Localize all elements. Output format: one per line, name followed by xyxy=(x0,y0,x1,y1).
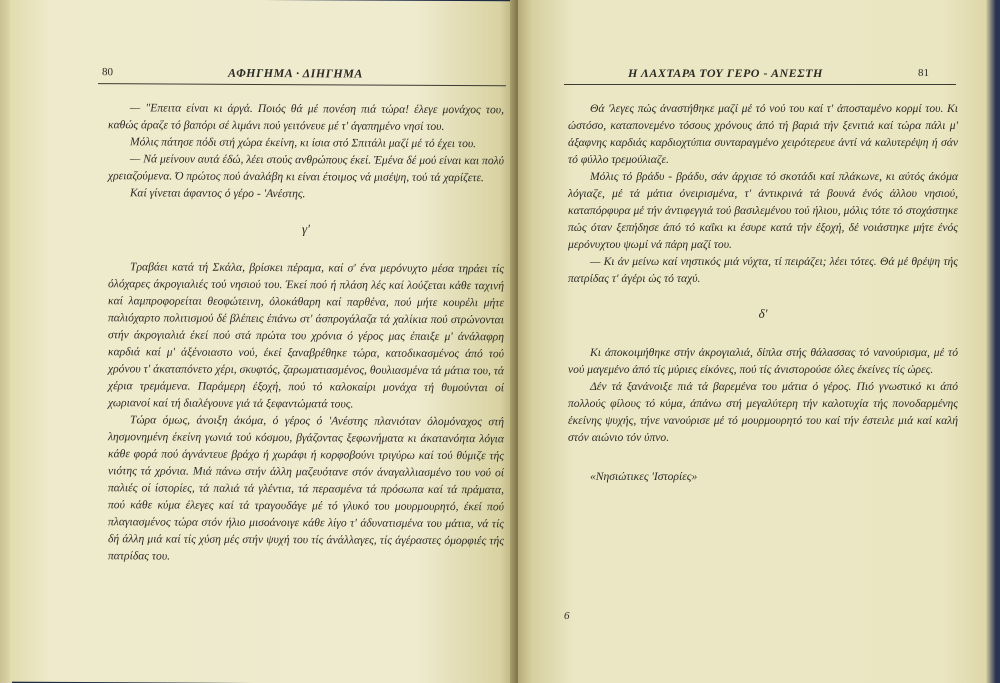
header-rule-left xyxy=(98,83,506,86)
paragraph: — Κι άν μείνω καί νηστικός μιά νύχτα, τί πειράζει; λέει τότες. Θά μέ θρέψη τής πατρίδας τ' άγέρι ώς τό ταχύ. xyxy=(568,255,958,285)
paragraph: — Νά μείνουν αυτά έδώ, λέει στούς ανθρώπους έκεί. Έμένα δέ μού είναι και πολύ χρειαζούμενα. Ό πρώτος πού άναλάβη κι είναι έτοιμος νά μισέψη, τού τά χαρίζετε. xyxy=(108,152,504,185)
paragraph: Κι άποκοιμήθηκε στήν άκρογιαλιά, δίπλα στής θάλασσας τό νανούρισμα, μέ τό νού μαγεμένο άπό τίς μύριες είκόνες, πού τίς άνιστορούσε όλες έκείνες τίς ώρες. xyxy=(568,346,958,376)
paragraph: — "Επειτα είναι κι άργά. Ποιός θά μέ πονέση πιά τώρα! έλεγε μονάχος του, καθώς άραζε τό βαπόρι σέ λιμάνι πού γειτόνευε μέ τ' άγαπημένο νησί του. xyxy=(108,101,504,133)
page-number-right: 81 xyxy=(918,67,929,79)
page-number-left: 80 xyxy=(102,66,113,79)
left-page xyxy=(10,0,515,683)
paragraph: Μόλις πάτησε πόδι στή χώρα έκείνη, κι ίσια στό Σπιτάλι μαζί μέ τό έχει του. xyxy=(130,135,477,151)
running-head-left: ΑΦΗΓΗΜΑ · ΔΙΗΓΗΜΑ xyxy=(228,65,363,81)
paragraph: Δέν τά ξανάνοιξε πιά τά βαρεμένα του μάτια ό γέρος. Πιό γνωστικό κι άπό πολλούς φίλους τό κύμα, άπάνω στή μεγαλύτερη τήν καλοτυχία τής πονοδαρμένης έκείνης ψυχής, τήνε νανούρισε μέ τό μουρμουρητό του καί τήν έστειλε μιά καί καλή στόν αιώνιο τόν ύπνο. xyxy=(568,380,958,444)
paragraph: Καί γίνεται άφαντος ό γέρο - 'Ανέστης. xyxy=(130,186,306,201)
source-citation: «Νησιώτικες 'Ιστορίες» xyxy=(590,470,698,483)
right-page xyxy=(518,0,988,683)
right-page-edge xyxy=(986,0,1000,683)
paragraph: Θά 'λεγες πώς άναστήθηκε μαζί μέ τό νού του καί τ' άποσταμένο κορμί του. Κι ώστόσο, καταπονεμένο τόσους χρόνους άπό τή βαριά τήν ξενιτιά καί τώρα πάλι μ' άξαφνης καρδιάς καρδιοχτύπια συνταραγμένο χειρότερευε άντί νά καλυτερέψη ή σάν τό φύλλο τρεμούλιαζε. xyxy=(568,102,958,166)
header-rule-right xyxy=(564,84,956,85)
paragraph: Τραβάει κατά τή Σκάλα, βρίσκει πέραμα, καί σ' ένα μερόνυχτο μέσα τηράει τίς όλόχαρες άκρογιαλιές τού νησιού του. Έκεί πού ή πλάση λές καί λούζεται κάθε ταχινή καί λαμπροφορείται θεοφώτεινη, όλοκάθαρη καί παρθένα, πού μήτε κουρέλι μήτε παλιόχαρτο πολιτισμού δέ βλέπεις έπάνω στ' άσπρογάλαζα τά χαλίκια πού στρώνονται στήν άκρογιαλιά έκεί πού στά πρώτα του χρόνια ό γέρος μας έπαιξε μ' άνάλαφρη καρδιά καί μ' άξένοιαστο νού, έκεί ξαναβρέθηκε τώρα, κατοδικασμένος άπό τού χρόνου τ' άκαταπόνετο χέρι, σκυφτός, ζαρωματιασμένος, θουλιασμένα τά μάτια του, τά χέρια τρεμάμενα. Παράμερη έξοχή, πού τό καλοκαίρι μονάχα τή θυμούνται οί χωριανοί καί τή διαλέγουνε γιά τά ξεφαντώματά τους. xyxy=(108,260,504,411)
section-heading: δ' xyxy=(758,306,768,321)
running-head-right: Η ΛΑΧΤΑΡΑ ΤΟΥ ΓΕΡΟ - ΑΝΕΣΤΗ xyxy=(628,66,823,80)
section-heading: γ' xyxy=(302,221,310,237)
paragraph: Μόλις τό βράδυ - βράδυ, σάν άρχισε τό σκοτάδι καί πλάκωνε, κι αύτός άκόμα λόγιαζε, μέ τά μάτια όνειρισμένα, τ' άντικρινά τά βουνά ένός άλλου νησιού, καταπόρφυρα μέ τήν άντιφεγγιά τού βασιλεμένου τού ήλιου, μόλις τότε τό στοχάστηκε πώς όταν ξεπήδησε άπό τό καΐκι κι έσυρε κατά τήν έξοχή, δέ νοιάστηκε μήτε ένός μερόνυχτου ψωμί νά πάρη μαζί του. xyxy=(568,170,958,251)
paragraph: Τώρα όμως, άνοιξη άκόμα, ό γέρος ό 'Ανέστης πλανιόταν όλομόναχος στή λησμονημένη έκείνη γωνιά τού κόσμου, βγάζοντας ξεφωνήματα κι άκατανόητα λόγια κάθε φορά πού άγνάντευε βράχο ή χωράφι ή κορφοβούνι τριγύρω καί τού θύμιζε τής νιότης τά χρόνια. Μιά πάνω στήν άλλη μαζευότανε στόν άναγαλλιασμένο του νού οί παλιές οί ίστορίες, τά παλιά τά γλέντια, τά περασμένα τά πρόσωπα καί τά πράματα, πού κάθε κύμα έλεγες καί τά τραγουδάγε μέ τό γλυκό του μουρμουρητό, έκεί πού πλαγιασμένος τώρα στόν ήλιο μισοάνοιγε κάθε λίγο τ' άδυνατισμένα του μάτια, νά τίς δή άλλη μιά καί τίς χύση μές στήν ψυχή του τίς άνάλλαγες, τίς άγέραστες όμορφιές τής πατρίδας του. xyxy=(108,413,504,563)
signature-mark: 6 xyxy=(564,610,570,622)
left-body-text xyxy=(108,99,504,566)
right-body-text xyxy=(568,100,958,485)
